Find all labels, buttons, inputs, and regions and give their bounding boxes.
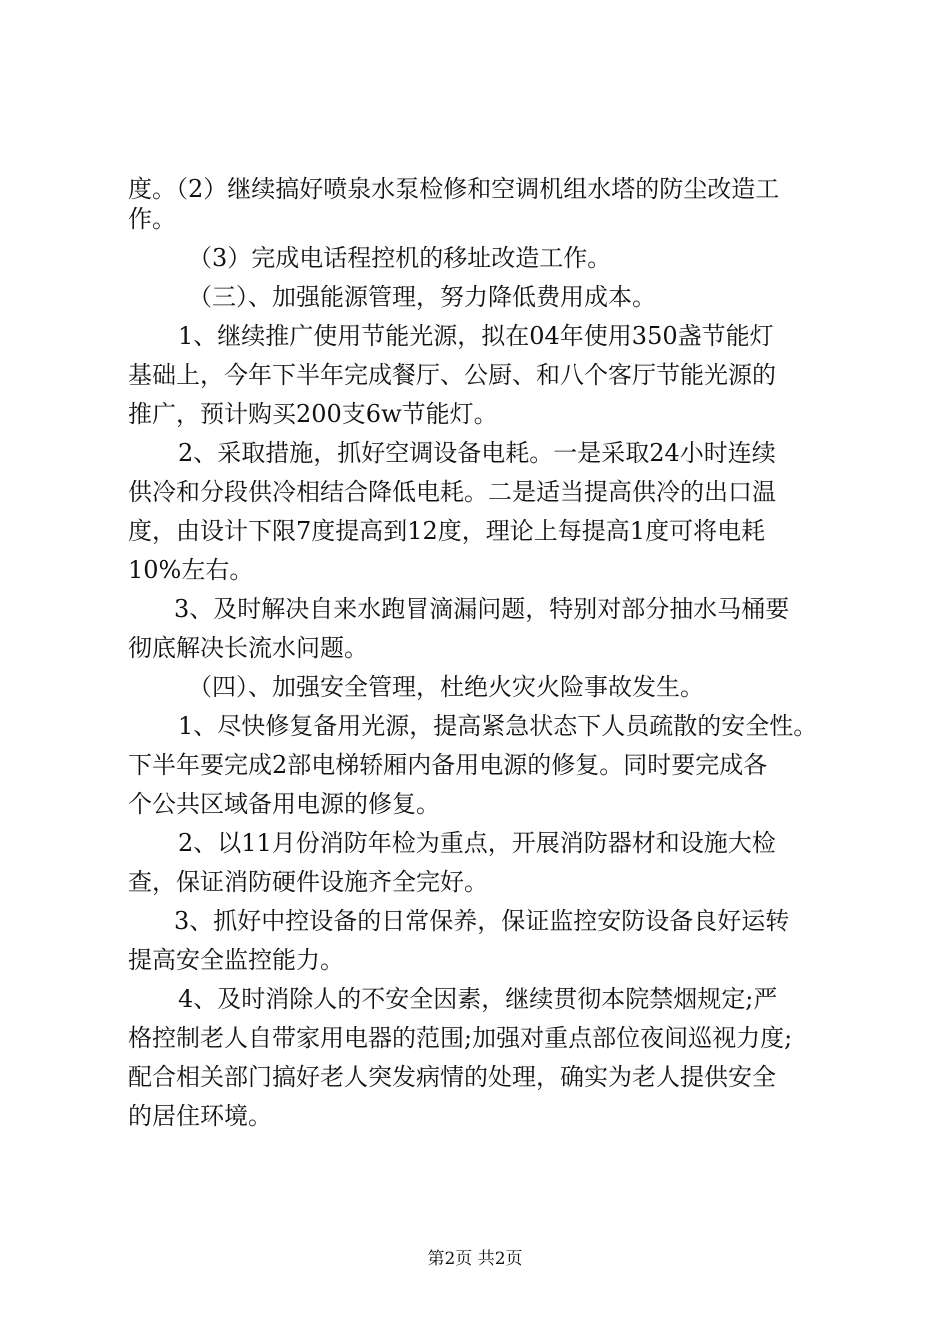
text-line: 推广，预计购买200支6w节能灯。 <box>128 400 498 428</box>
text-line: 度，由设计下限7度提高到12度，理论上每提高1度可将电耗 <box>128 517 766 545</box>
text-line: 提高安全监控能力。 <box>128 946 344 974</box>
page-footer: 第2页 共2页 <box>427 1249 523 1269</box>
section-heading: （三）、加强能源管理，努力降低费用成本。 <box>188 283 656 311</box>
text-line: 1、继续推广使用节能光源，拟在04年使用350盏节能灯 <box>178 322 774 350</box>
text-line: 2、以11月份消防年检为重点，开展消防器材和设施大检 <box>178 829 776 857</box>
text-line: 彻底解决长流水问题。 <box>128 634 368 662</box>
text-line: 10%左右。 <box>128 556 254 584</box>
text-line: 查，保证消防硬件设施齐全完好。 <box>128 868 488 896</box>
text-line: 基础上，今年下半年完成餐厅、公厨、和八个客厅节能光源的 <box>128 361 776 389</box>
text-line: 供冷和分段供冷相结合降低电耗。二是适当提高供冷的出口温 <box>128 478 776 506</box>
text-line: 3、抓好中控设备的日常保养，保证监控安防设备良好运转 <box>174 907 790 935</box>
text-line: 1、尽快修复备用光源，提高紧急状态下人员疏散的安全性。 <box>178 712 818 740</box>
text-line: 度。（2）继续搞好喷泉水泵检修和空调机组水塔的防尘改造工 <box>128 175 780 203</box>
document-body <box>128 174 838 1131</box>
text-line: 配合相关部门搞好老人突发病情的处理，确实为老人提供安全 <box>128 1063 776 1091</box>
text-line: 作。 <box>128 205 176 233</box>
text-line: 下半年要完成2部电梯轿厢内备用电源的修复。同时要完成各 <box>128 751 768 779</box>
text-line: （3）完成电话程控机的移址改造工作。 <box>188 244 612 272</box>
section-heading: （四）、加强安全管理，杜绝火灾火险事故发生。 <box>188 673 704 701</box>
text-line: 3、及时解决自来水跑冒滴漏问题，特别对部分抽水马桶要 <box>174 595 790 623</box>
text-line: 的居住环境。 <box>128 1102 272 1130</box>
text-line: 个公共区域备用电源的修复。 <box>128 790 440 818</box>
text-line: 格控制老人自带家用电器的范围;加强对重点部位夜间巡视力度; <box>128 1024 793 1052</box>
text-line: 2、采取措施，抓好空调设备电耗。一是采取24小时连续 <box>178 439 776 467</box>
text-line: 4、及时消除人的不安全因素，继续贯彻本院禁烟规定;严 <box>178 985 778 1013</box>
